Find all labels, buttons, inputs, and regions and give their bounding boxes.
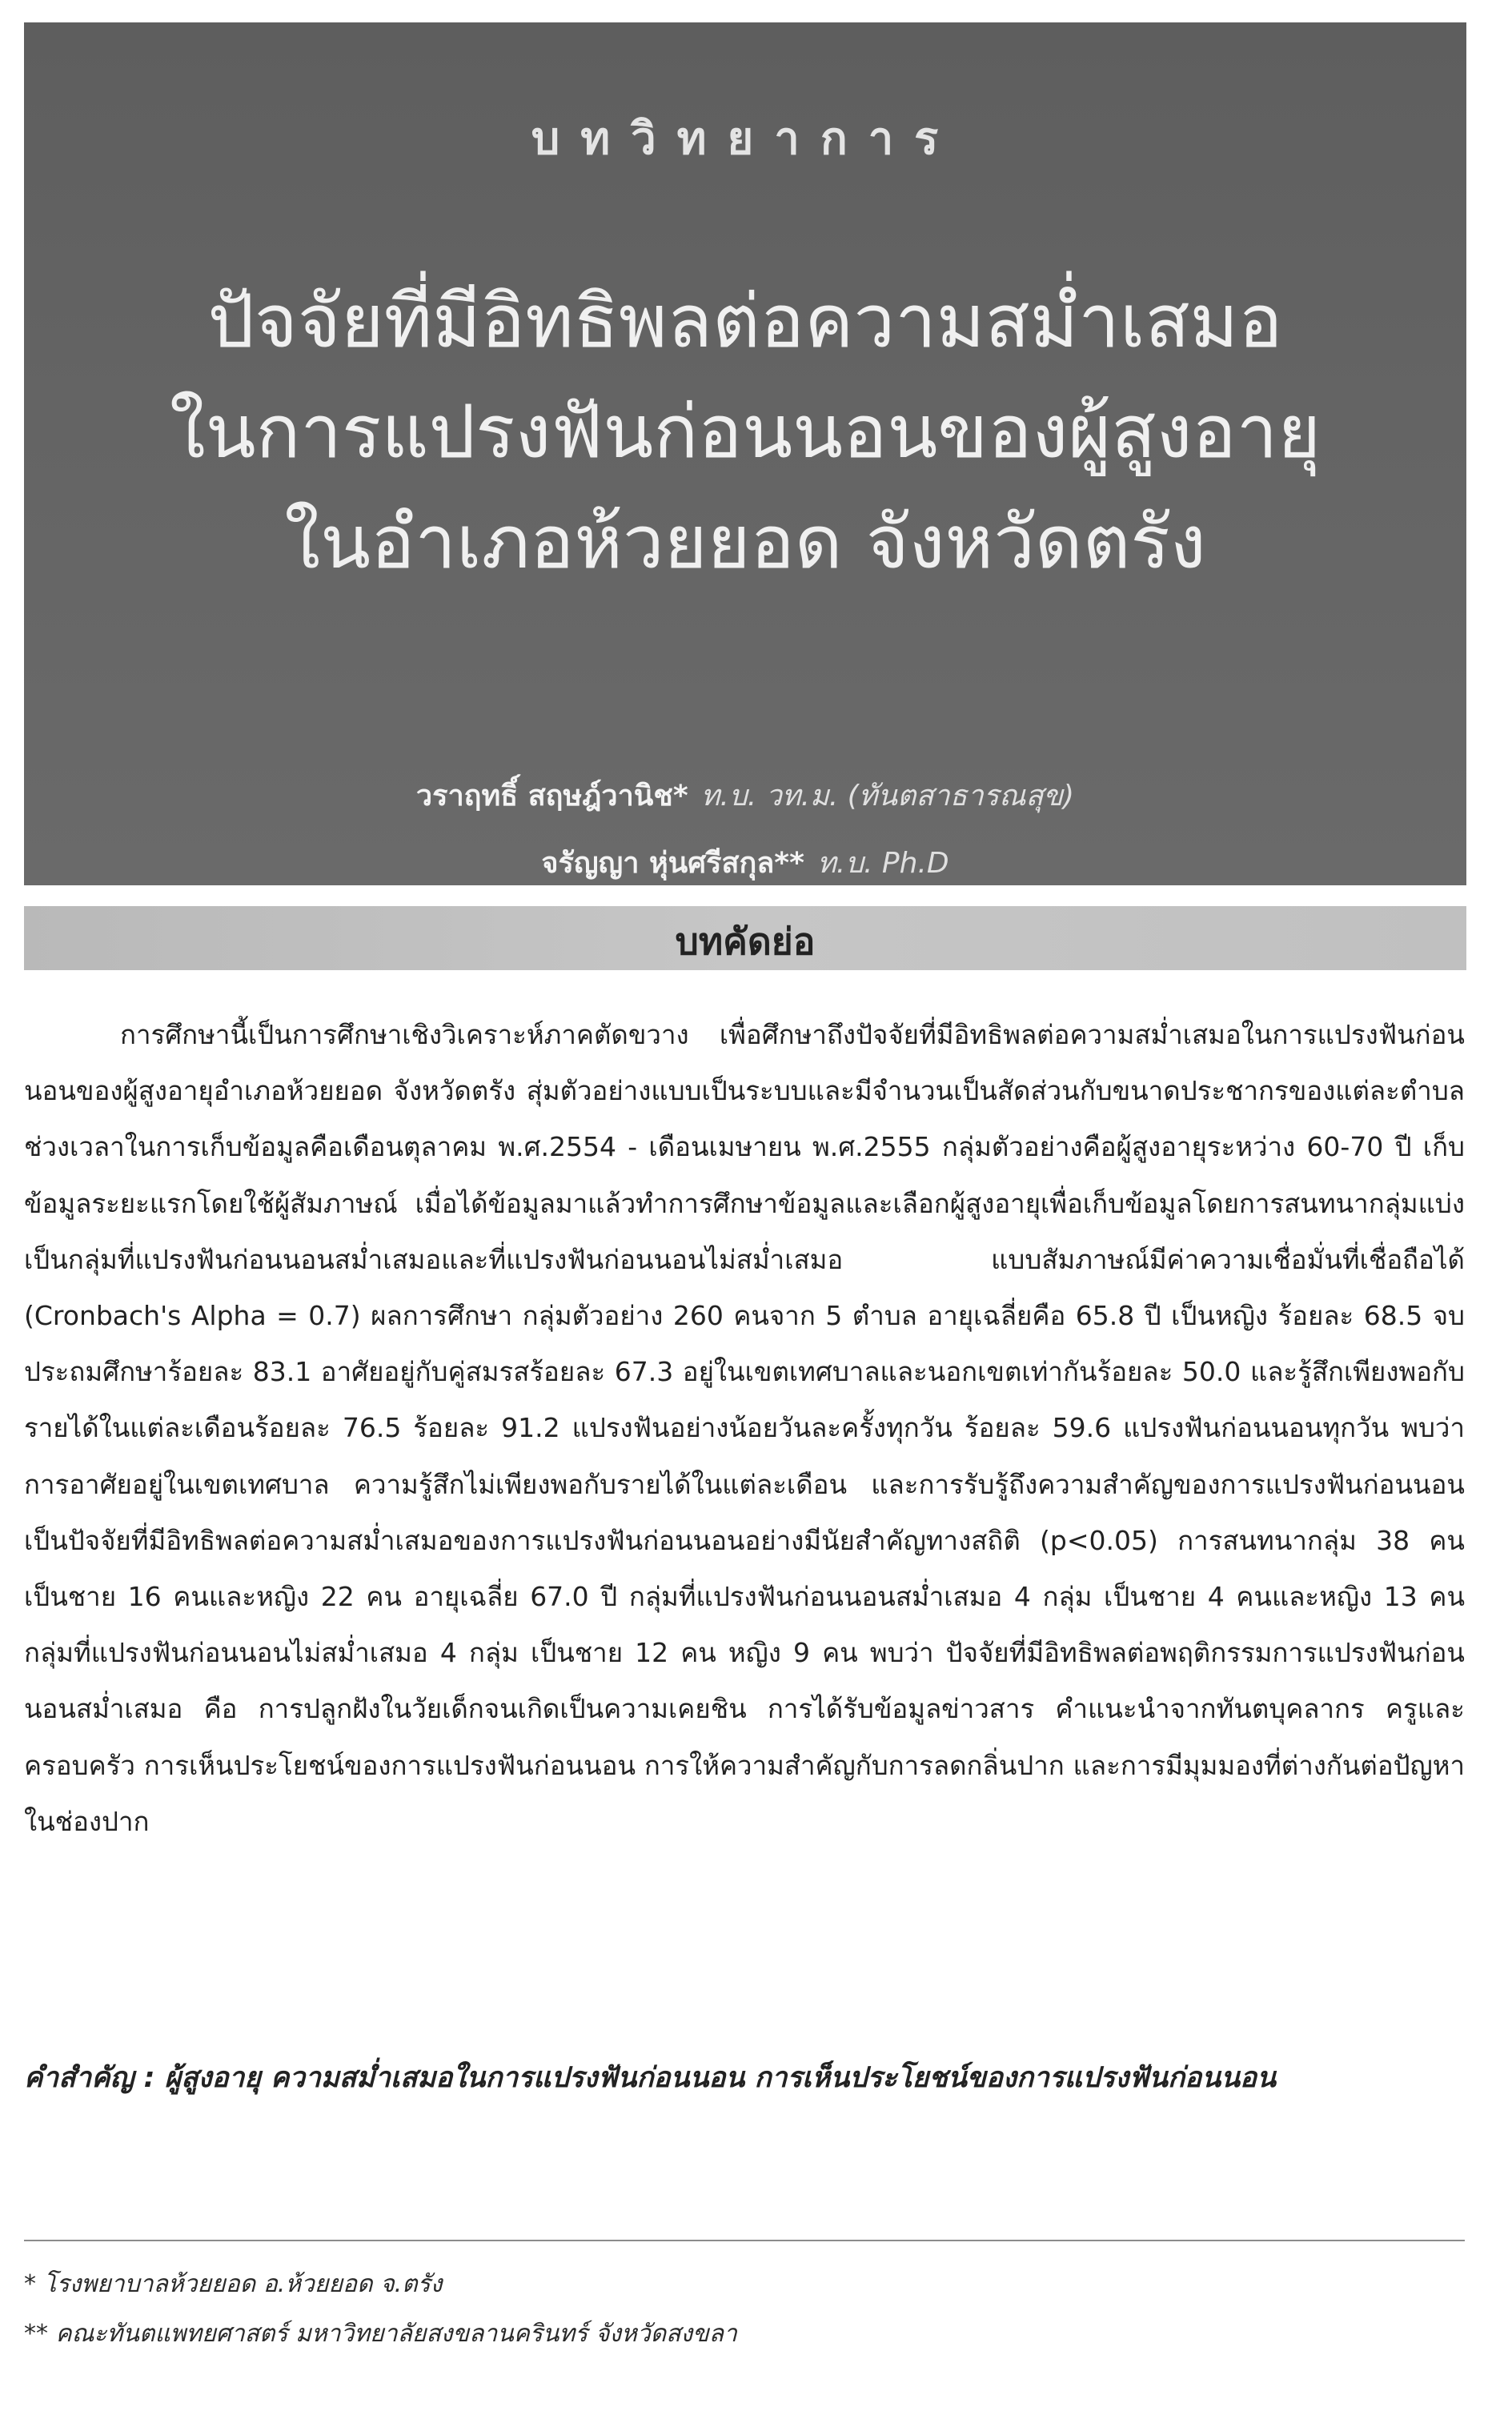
title-line-2: ในการแปรงฟันก่อนนอนของผู้สูงอายุ xyxy=(169,389,1321,475)
keywords: คำสำคัญ : ผู้สูงอายุ ความสม่ำเสมอในการแปรงฟันก่อนนอน การเห็นประโยชน์ของการแปรงฟันก่อนนอน xyxy=(24,2062,1276,2094)
abstract-heading-bar xyxy=(24,906,1466,970)
author-degree: ท.บ. Ph.D xyxy=(816,847,949,880)
author-1 xyxy=(24,763,1466,830)
footnote-affiliation-1: * โรงพยาบาลห้วยยอด อ.ห้วยยอด จ.ตรัง xyxy=(24,2270,443,2298)
author-name: วราฤทธิ์ สฤษฎ์วานิช* xyxy=(415,780,688,812)
title-banner xyxy=(24,22,1466,885)
abstract-heading: บทคัดย่อ xyxy=(675,920,816,963)
footnote-affiliation-2: ** คณะทันตแพทยศาสตร์ มหาวิทยาลัยสงขลานครินทร์ จังหวัดสงขลา xyxy=(24,2320,737,2348)
title-line-3: ในอำเภอห้วยยอด จังหวัดตรัง xyxy=(284,499,1206,585)
article-title xyxy=(24,267,1466,598)
section-label: บทวิทยาการ xyxy=(531,113,960,165)
author-2 xyxy=(24,830,1466,897)
author-name: จรัญญา หุ่นศรีสกุล** xyxy=(541,847,804,880)
title-line-1: ปัจจัยที่มีอิทธิพลต่อความสม่ำเสมอ xyxy=(207,279,1283,364)
author-degree: ท.บ. วท.ม. (ทันตสาธารณสุข) xyxy=(700,780,1075,812)
author-list xyxy=(24,763,1466,897)
abstract-body: การศึกษานี้เป็นการศึกษาเชิงวิเคราะห์ภาคตัดขวาง เพื่อศึกษาถึงปัจจัยที่มีอิทธิพลต่อความสม่ำเสมอในการแปรงฟันก่อนนอนของผู้สูงอายุอำเภอห้วยยอด จังหวัดตรัง สุ่มตัวอย่างแบบเป็นระบบและมีจำนวนเป็นสัดส่วนกับขนาดประชากรของแต่ละตำบล ช่วงเวลาในการเก็บข้อมูลคือเดือนตุลาคม พ.ศ.2554 - เดือนเมษายน พ.ศ.2555 กลุ่มตัวอย่างคือผู้สูงอายุระหว่าง 60-70 ปี เก็บข้อมูลระยะแรกโดยใช้ผู้สัมภาษณ์ เมื่อได้ข้อมูลมาแล้วทำการศึกษาข้อมูลและเลือกผู้สูงอายุเพื่อเก็บข้อมูลโดยการสนทนากลุ่มแบ่งเป็นกลุ่มที่แปรงฟันก่อนนอนสม่ำเสมอและที่แปรงฟันก่อนนอนไม่สม่ำเสมอ แบบสัมภาษณ์มีค่าความเชื่อมั่นที่เชื่อถือได้ (Cronbach's Alpha = 0.7) ผลการศึกษา กลุ่มตัวอย่าง 260 คนจาก 5 ตำบล อายุเฉลี่ยคือ 65.8 ปี เป็นหญิง ร้อยละ 68.5 จบประถมศึกษาร้อยละ 83.1 อาศัยอยู่กับคู่สมรสร้อยละ 67.3 อยู่ในเขตเทศบาลและนอกเขตเท่ากันร้อยละ 50.0 และรู้สึกเพียงพอกับรายได้ในแต่ละเดือนร้อยละ 76.5 ร้อยละ 91.2 แปรงฟันอย่างน้อยวันละครั้งทุกวัน ร้อยละ 59.6 แปรงฟันก่อนนอนทุกวัน พบว่า การอาศัยอยู่ในเขตเทศบาล ความรู้สึกไม่เพียงพอกับรายได้ในแต่ละเดือน และการรับรู้ถึงความสำคัญของการแปรงฟันก่อนนอน เป็นปัจจัยที่มีอิทธิพลต่อความสม่ำเสมอของการแปรงฟันก่อนนอนอย่างมีนัยสำคัญทางสถิติ (p<0.05) การสนทนากลุ่ม 38 คน เป็นชาย 16 คนและหญิง 22 คน อายุเฉลี่ย 67.0 ปี กลุ่มที่แปรงฟันก่อนนอนสม่ำเสมอ 4 กลุ่ม เป็นชาย 4 คนและหญิง 13 คน กลุ่มที่แปรงฟันก่อนนอนไม่สม่ำเสมอ 4 กลุ่ม เป็นชาย 12 คน หญิง 9 คน พบว่า ปัจจัยที่มีอิทธิพลต่อพฤติกรรมการแปรงฟันก่อนนอนสม่ำเสมอ คือ การปลูกฝังในวัยเด็กจนเกิดเป็นความเคยชิน การได้รับข้อมูลข่าวสาร คำแนะนำจากทันตบุคลากร ครูและครอบครัว การเห็นประโยชน์ของการแปรงฟันก่อนนอน การให้ความสำคัญกับการลดกลิ่นปาก และการมีมุมมองที่ต่างกันต่อปัญหาในช่องปาก xyxy=(24,1019,1465,1837)
footnote-divider xyxy=(24,2240,1465,2241)
